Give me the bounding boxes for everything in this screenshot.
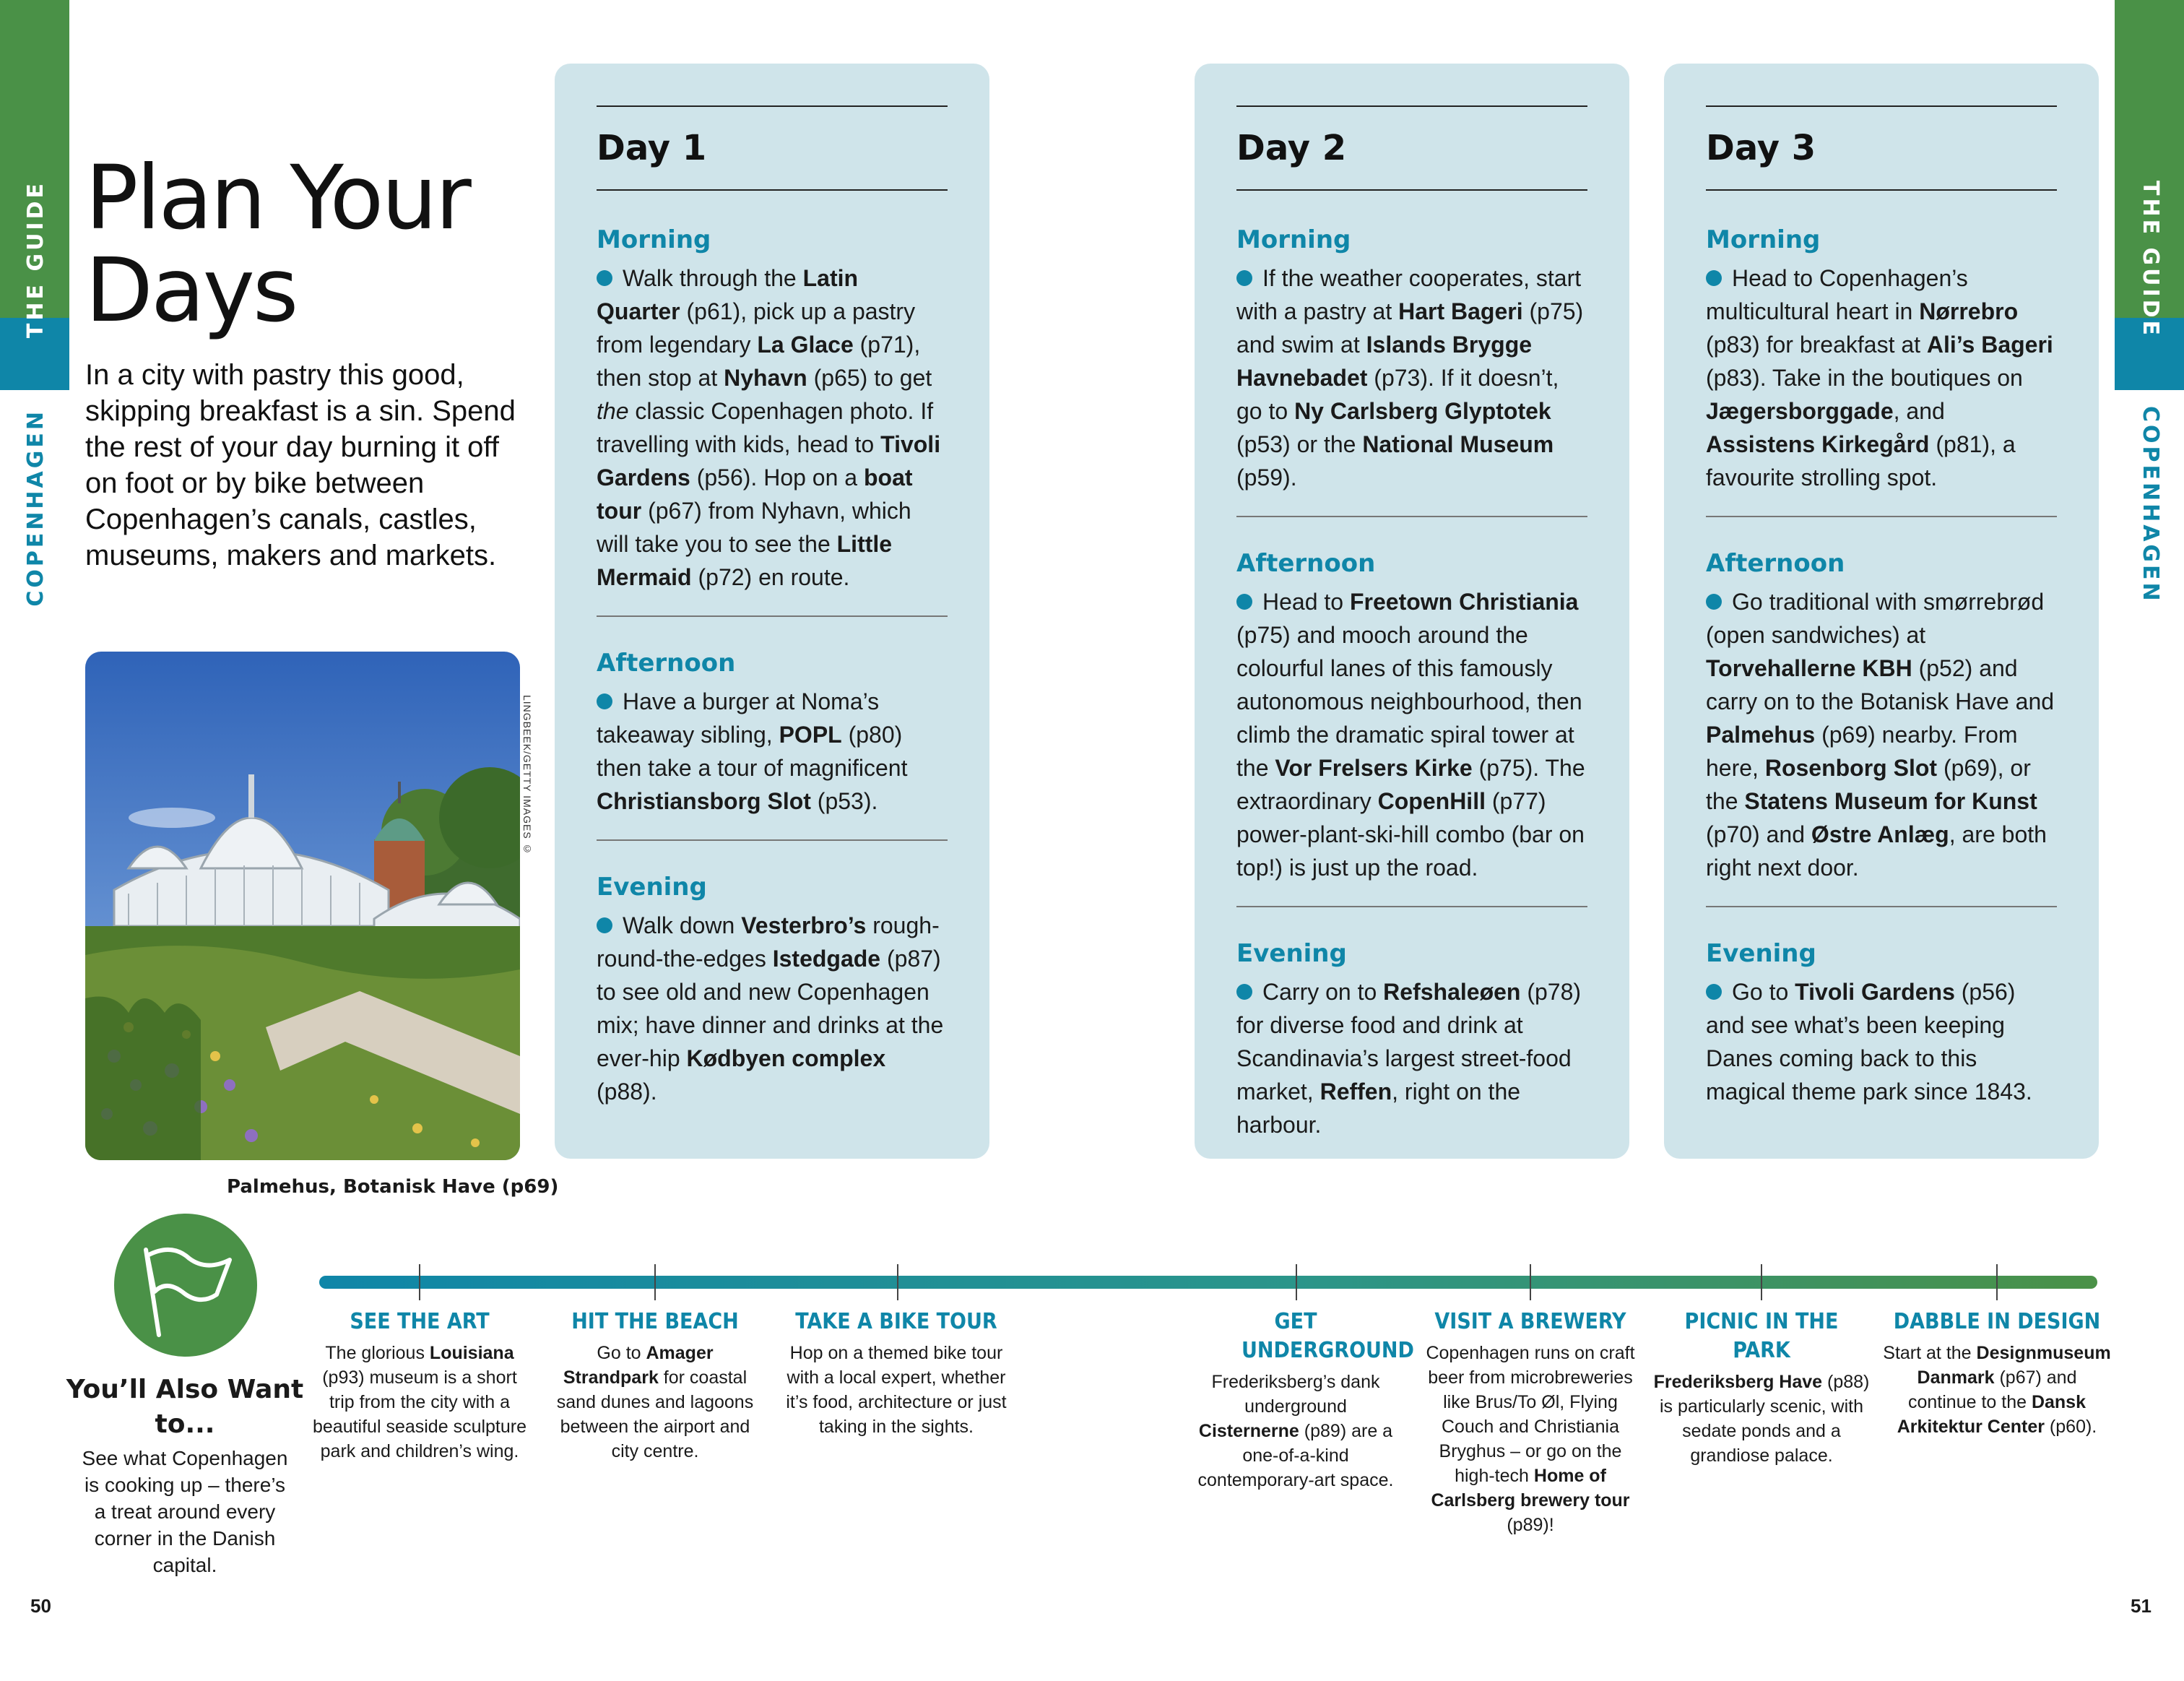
activity-text (1881, 1341, 2112, 1439)
text-run: (p75) and swim at (1236, 298, 1584, 358)
divider (1236, 189, 1587, 191)
activity-heading: PICNIC IN THE PARK (1684, 1309, 1839, 1363)
text-run: (p70) and (1706, 821, 1811, 847)
text-run: (p89) are a one-of-a-kind contemporary-art space. (1197, 1421, 1394, 1490)
text-run: for coastal sand dunes and lagoons between the airport and city centre. (556, 1367, 754, 1461)
divider (1706, 189, 2057, 191)
text-run: (p75). The extraordinary (1236, 755, 1585, 814)
timeline-tick (1530, 1264, 1531, 1300)
text-run: (p65) to get (807, 365, 932, 391)
activity-text (1418, 1341, 1642, 1537)
bold-place-name: POPL (779, 722, 842, 748)
timeline-bar (319, 1276, 2097, 1289)
activity-visit-a-brewery (1418, 1308, 1642, 1537)
text-run: (p83) for breakfast at (1706, 332, 1927, 358)
activity-picnic-in-the-park (1653, 1308, 1870, 1468)
activity-see-the-art (311, 1308, 528, 1464)
activity-take-a-bike-tour (781, 1308, 1012, 1439)
bullet-dot-icon (597, 693, 612, 709)
page-title-line-1: Plan Your (85, 147, 469, 249)
bold-place-name: Amager Strandpark (563, 1343, 714, 1388)
bold-place-name: Designmuseum Danmark (1917, 1343, 2111, 1388)
bold-place-name: Nørrebro (1919, 298, 2019, 324)
timeline-tick (654, 1264, 656, 1300)
text-run: (p72) en route. (691, 564, 850, 590)
bold-place-name: Cisternerne (1198, 1421, 1299, 1441)
bold-place-name: Ny Carlsberg Glyptotek (1294, 398, 1551, 424)
text-run: (p80) then take a tour of magnificent (597, 722, 908, 781)
text-run: (p71), then stop at (597, 332, 921, 391)
text-run: (p60). (2044, 1417, 2097, 1437)
text-run: Hop on a themed bike tour with a local expert, whether it’s food, architecture or just taking in the sights. (786, 1343, 1007, 1437)
bullet-dot-icon (597, 270, 612, 286)
period-text (597, 262, 948, 594)
text-run: Go to (1732, 979, 1795, 1005)
bullet-dot-icon (1706, 270, 1722, 286)
divider (597, 615, 948, 617)
bold-place-name: Nyhavn (724, 365, 807, 391)
bold-place-name: Hart Bageri (1398, 298, 1523, 324)
period-text (597, 685, 948, 818)
divider (597, 189, 948, 191)
section-label-guide: THE GUIDE (2138, 181, 2163, 339)
text-run: (p87) to see old and new Copenhagen mix; have dinner and drinks at the ever-hip (597, 946, 944, 1071)
bullet-dot-icon (1706, 984, 1722, 1000)
period-afternoon: Afternoon (1706, 549, 1845, 578)
bold-place-name: Frederiksberg Have (1653, 1372, 1823, 1392)
activity-text (311, 1341, 528, 1464)
text-run: (p75) and mooch around the colourful lanes of this famously autonomous neighbourhood, then climb the dramatic spiral tower at the (1236, 622, 1582, 781)
day-title: Day 1 (597, 128, 707, 168)
period-evening: Evening (597, 873, 707, 902)
bold-place-name: Reffen (1320, 1079, 1392, 1105)
period-text (1706, 262, 2057, 494)
photo-caption: Palmehus, Botanisk Have (p69) (227, 1176, 559, 1198)
italic-text: the (597, 398, 629, 424)
text-run: (p73). If it doesn’t, go to (1236, 365, 1559, 424)
period-afternoon: Afternoon (597, 649, 736, 678)
also-title: You’ll Also Want to... (66, 1375, 304, 1439)
bullet-dot-icon (1706, 594, 1722, 610)
text-run: (p56) and see what’s been keeping Danes coming back to this magical theme park since 1843. (1706, 979, 2032, 1105)
bullet-dot-icon (1236, 270, 1252, 286)
text-run: Frederiksberg’s dank underground (1211, 1372, 1380, 1417)
bold-place-name: Rosenborg Slot (1764, 755, 1938, 781)
bold-place-name: Torvehallerne KBH (1706, 655, 1912, 681)
activity-heading: SEE THE ART (350, 1309, 490, 1334)
activity-text (1196, 1370, 1395, 1492)
text-run: Go traditional with smørrebrød (open sandwiches) at (1706, 589, 2045, 648)
activity-get-underground (1196, 1308, 1414, 1492)
bold-place-name: La Glace (757, 332, 854, 358)
bold-place-name: Islands Brygge Havnebadet (1236, 332, 1533, 391)
timeline-tick (897, 1264, 898, 1300)
activity-text (781, 1341, 1012, 1439)
period-text (1706, 975, 2057, 1108)
divider (1706, 516, 2057, 517)
page-title-line-2: Days (85, 239, 297, 342)
bold-place-name: Statens Museum for Kunst (1744, 788, 2037, 814)
period-text (1236, 975, 1587, 1141)
bold-place-name: Christiansborg Slot (597, 788, 811, 814)
left-side-tab (0, 0, 69, 607)
bold-place-name: Dansk Arkitektur Center (1897, 1392, 2086, 1437)
text-run: (p83). Take in the boutiques on (1706, 365, 2023, 391)
bold-place-name: Østre Anlæg (1811, 821, 1949, 847)
activity-heading: DABBLE IN DESIGN (1893, 1309, 2101, 1334)
text-run: Head to Copenhagen’s multicultural heart in (1706, 265, 1968, 324)
text-run: (p56). Hop on a (690, 464, 864, 491)
period-afternoon: Afternoon (1236, 549, 1376, 578)
text-run: (p81), a favourite strolling spot. (1706, 431, 2016, 491)
also-description: See what Copenhagen is cooking up – there’s a treat around every corner in the Danish capital. (82, 1447, 288, 1576)
page-title (85, 147, 469, 342)
page-number-left: 50 (30, 1595, 51, 1617)
period-morning: Morning (1706, 225, 1821, 254)
bold-place-name: Little Mermaid (597, 531, 893, 590)
text-run: If the weather cooperates, start with a pastry at (1236, 265, 1582, 324)
text-run: (p77) power-plant-ski-hill combo (bar on top!) is just up the road. (1236, 788, 1585, 881)
bold-place-name: Tivoli Gardens (1795, 979, 1955, 1005)
day-card-3 (1664, 64, 2099, 1159)
bold-place-name: Latin Quarter (597, 265, 859, 324)
text-run: , are both right next door. (1706, 821, 2047, 881)
divider (1236, 516, 1587, 517)
text-run: Walk through the (623, 265, 803, 291)
text-run: classic Copenhagen photo. If travelling with kids, head to (597, 398, 934, 457)
period-text (1706, 585, 2057, 884)
text-run: Head to (1262, 589, 1350, 615)
section-label-city: COPENHAGEN (23, 409, 48, 607)
bold-place-name: Louisiana (429, 1343, 514, 1363)
activity-heading: VISIT A BREWERY (1434, 1309, 1626, 1334)
text-run: (p53). (810, 788, 878, 814)
bold-place-name: Ali’s Bageri (1926, 332, 2053, 358)
bold-place-name: National Museum (1362, 431, 1554, 457)
day-card-1 (555, 64, 989, 1159)
text-run: (p88). (597, 1079, 657, 1105)
day-title: Day 3 (1706, 128, 1816, 168)
divider (1236, 906, 1587, 907)
period-morning: Morning (597, 225, 711, 254)
flag-icon (114, 1214, 257, 1357)
bold-place-name: Assistens Kirkegård (1706, 431, 1930, 457)
text-run: (p67) from Nyhavn, which will take you to see the (597, 498, 911, 557)
text-run: (p78) for diverse food and drink at Scandinavia’s largest street-food market, (1236, 979, 1582, 1105)
activity-text (547, 1341, 763, 1464)
activity-heading: TAKE A BIKE TOUR (795, 1309, 997, 1334)
text-run: Start at the (1883, 1343, 1977, 1363)
period-evening: Evening (1706, 939, 1816, 968)
bold-place-name: boat tour (597, 464, 913, 524)
text-run: Walk down (623, 912, 742, 938)
text-run: , right on the harbour. (1236, 1079, 1521, 1138)
bold-place-name: Kødbyen complex (686, 1045, 886, 1071)
flag-icon-graphic (114, 1214, 257, 1357)
text-run: (p52) and carry on to the Botanisk Have and (1706, 655, 2055, 714)
activity-heading: GET UNDERGROUND (1242, 1309, 1414, 1363)
period-evening: Evening (1236, 939, 1347, 968)
photo-credit: LINGBEEK/GETTY IMAGES © (521, 695, 533, 855)
text-run: Copenhagen runs on craft beer from microbreweries like Brus/To Øl, Flying Couch and Christiania Bryghus – or go on the high-tech (1426, 1343, 1635, 1486)
activity-text (1653, 1370, 1870, 1468)
palm-house-photo (85, 652, 520, 1160)
text-run: Have a burger at Noma’s takeaway sibling, (597, 688, 880, 748)
period-morning: Morning (1236, 225, 1351, 254)
section-label-city: COPENHAGEN (2138, 406, 2163, 604)
period-text (597, 909, 948, 1108)
activity-dabble-in-design (1881, 1308, 2112, 1439)
text-run: The glorious (325, 1343, 430, 1363)
text-run: Go to (597, 1343, 646, 1363)
section-label-guide: THE GUIDE (23, 181, 48, 339)
bold-place-name: Home of Carlsberg brewery tour (1431, 1466, 1630, 1511)
period-text (1236, 585, 1587, 884)
text-run: (p93) museum is a short trip from the city with a beautiful seaside sculpture park and children’s wing. (312, 1367, 527, 1461)
bold-place-name: Refshaleøen (1383, 979, 1521, 1005)
palm-house-illustration (85, 652, 520, 1160)
divider (597, 839, 948, 841)
bold-place-name: Istedgade (772, 946, 881, 972)
text-run: (p61), pick up a pastry from legendary (597, 298, 916, 358)
intro-text: In a city with pastry this good, skipping breakfast is a sin. Spend the rest of your day burning it off on foot or by bike between Copenhagen’s canals, castles, museums, makers and markets. (85, 359, 516, 571)
right-side-tab (2115, 0, 2184, 604)
page-number-right: 51 (2131, 1595, 2152, 1617)
period-text (1236, 262, 1587, 494)
text-run: , and (1893, 398, 1945, 424)
activity-hit-the-beach (547, 1308, 763, 1464)
text-run: rough-round-the-edges (597, 912, 940, 972)
bold-place-name: CopenHill (1377, 788, 1486, 814)
text-run: (p69) nearby. From here, (1706, 722, 2018, 781)
bold-place-name: Vesterbro’s (741, 912, 867, 938)
day-title: Day 2 (1236, 128, 1347, 168)
text-run: Carry on to (1262, 979, 1384, 1005)
activity-heading: HIT THE BEACH (571, 1309, 739, 1334)
text-run: (p67) and continue to the (1907, 1367, 2077, 1412)
timeline-tick (1296, 1264, 1297, 1300)
divider (1706, 906, 2057, 907)
text-run: (p88) is particularly scenic, with sedate ponds and a grandiose palace. (1659, 1372, 1870, 1466)
bold-place-name: Jægersborggade (1706, 398, 1894, 424)
text-run: (p89)! (1507, 1515, 1554, 1535)
bold-place-name: Tivoli Gardens (597, 431, 941, 491)
bold-place-name: Vor Frelsers Kirke (1275, 755, 1473, 781)
bold-place-name: Freetown Christiania (1349, 589, 1579, 615)
bullet-dot-icon (1236, 594, 1252, 610)
timeline-tick (1996, 1264, 1998, 1300)
bullet-dot-icon (597, 917, 612, 933)
bold-place-name: Palmehus (1706, 722, 1816, 748)
text-run: (p53) or the (1236, 431, 1363, 457)
timeline-tick (1761, 1264, 1762, 1300)
text-run: (p59). (1236, 464, 1297, 491)
day-card-2 (1195, 64, 1629, 1159)
bullet-dot-icon (1236, 984, 1252, 1000)
text-run: (p69), or the (1706, 755, 2031, 814)
timeline-tick (419, 1264, 420, 1300)
